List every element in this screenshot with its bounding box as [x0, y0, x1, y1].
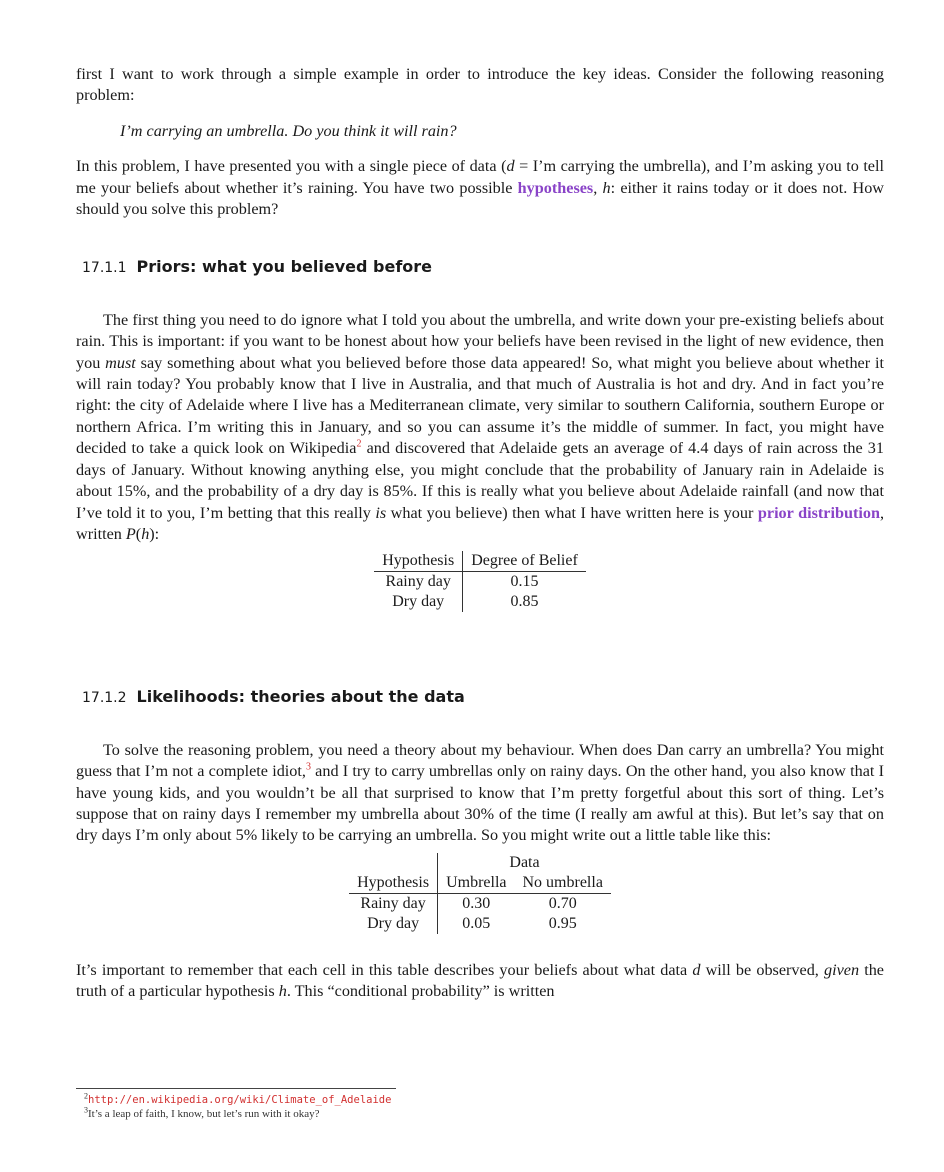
footnote-rule [76, 1088, 396, 1089]
section-title: Priors: what you believed before [136, 257, 433, 277]
section-number: 17.1.2 [82, 690, 127, 707]
intro-paragraph: first I want to work through a simple example in order to introduce the key ideas. Consider the following reasoning problem: [76, 65, 884, 105]
section-number: 17.1.1 [82, 260, 127, 277]
example-quote: I’m carrying an umbrella. Do you think it will rain? [120, 121, 457, 140]
section-heading-priors [76, 256, 884, 279]
table-row [349, 893, 611, 914]
section-heading-likelihoods [76, 686, 884, 709]
table-cell: 0.15 [510, 573, 539, 591]
table-row [374, 592, 586, 612]
priors-paragraph: The first thing you need to do ignore what I told you about the umbrella, and write down your pre-existing beliefs about rain. This is important: if you want to be honest about how your beliefs have been revised in the light of new evidence, then you must say something about what you believed before those data appeared! So, what might you believe about whether it will rain today? You probably know that I live in Australia, and that much of Australia is hot and dry. And in fact you’re right: the city of Adelaide where I live has a Mediterranean climate, very similar to southern California, southern Europe or northern Africa. I’m writing this in January, and so you can assume it’s the middle of summer. In fact, you might have decided to take a quick look on Wikipedia$^2$ and discovered that Adelaide gets an average of 4.4 days of rain across the 31 days of January. Without knowing anything else, you might conclude that the probability of January rain in Adelaide is about 15%, and the probability of a dry day is 85%. If this is really what you believe about Adelaide rainfall (and now that I’ve told it to you, I’m betting that this really is what you believe) then what I have written here is your prior distribution, written P(h): [76, 310, 884, 543]
table-header: Hypothesis [374, 551, 463, 572]
term-hypotheses: hypotheses [517, 178, 594, 197]
table-group-header: Data [509, 853, 540, 871]
table-cell: 0.30 [462, 894, 491, 912]
likelihood-table [349, 853, 611, 934]
footnote-ref-2[interactable]: 2 [356, 438, 362, 450]
table-header: Degree of Belief [463, 551, 586, 572]
footnote-ref-3[interactable]: 3 [305, 761, 311, 773]
footnote-link[interactable]: http://en.wikipedia.org/wiki/Climate_of_Adelaide [88, 1094, 392, 1106]
likelihoods-paragraph: To solve the reasoning problem, you need a theory about my behaviour. When does Dan carry an umbrella? You might guess that I’m not a complete idiot,$^3$ and I try to carry umbrellas only on rainy days. On the other hand, you also know that I have young kids, and you wouldn’t be all that surprised to know that I’m pretty forgetful about this sort of thing. Let’s suppose that on rainy days I remember my umbrella about 30% of the time (I really am awful at this). But let’s say that on dry days I’m only about 5% likely to be carrying an umbrella. So you might write out a little table like this: [76, 740, 885, 845]
page-body [76, 64, 884, 1003]
footnote-2: $^2$http://en.wikipedia.org/wiki/Climate_of_Adelaide [84, 1091, 392, 1106]
table-cell: Rainy day [374, 572, 463, 593]
footnotes [76, 1088, 884, 1121]
table-row [349, 914, 611, 934]
table-cell: 0.05 [462, 914, 491, 932]
table-cell: 0.95 [548, 914, 577, 932]
term-prior-distribution: prior distribution [757, 503, 880, 522]
table-cell: Rainy day [349, 893, 438, 914]
table-cell: Dry day [349, 914, 438, 934]
table-header: Umbrella [438, 873, 515, 894]
table-row [374, 572, 586, 593]
section-title: Likelihoods: theories about the data [136, 687, 465, 707]
footnote-3: $^3$It’s a leap of faith, I know, but let’s run with it okay? [84, 1105, 320, 1120]
table-cell: 0.85 [510, 593, 539, 611]
table-cell: Dry day [374, 592, 463, 612]
prior-table [374, 551, 586, 612]
table-header: Hypothesis [349, 873, 438, 894]
conditional-probability-paragraph: It’s important to remember that each cell in this table describes your beliefs about what data d will be observed, given the truth of a particular hypothesis h. This “conditional probability” is written [76, 960, 884, 1001]
table-header: No umbrella [515, 873, 611, 894]
table-cell: 0.70 [548, 894, 577, 912]
intro-paragraph-2: In this problem, I have presented you with a single piece of data (d = I’m carrying the umbrella), and I’m asking you to tell me your beliefs about whether it’s raining. You have two possible hypotheses, h: either it rains today or it does not. How should you solve this problem? [76, 157, 884, 219]
